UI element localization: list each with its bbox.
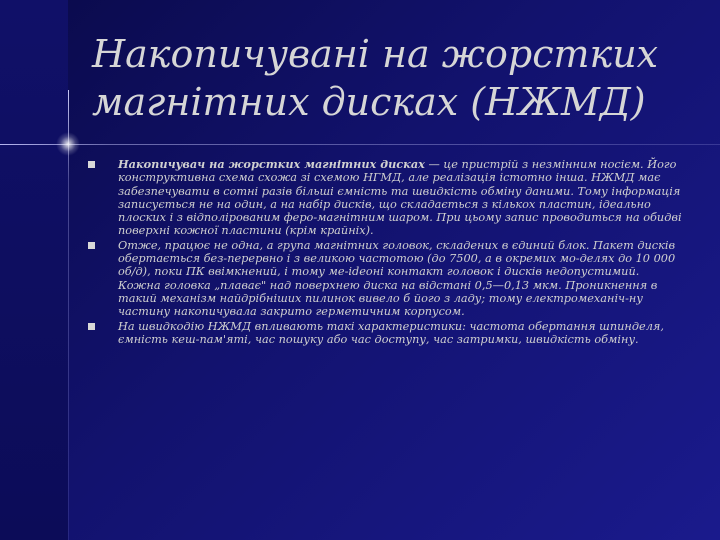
vertical-rule [68, 90, 69, 540]
slide-title: Накопичувані на жорстких магнітних дисках (НЖМД) [92, 32, 659, 124]
bullet-lead: Накопичувач на жорстких магнітних дисках [118, 157, 425, 171]
bullet-text: — це пристрій з незмінним носієм. Його конструктивна схема схожа зі схемою НГМД, але реалізація істотно інша. НЖМД має забезпечувати в сотні разів більші ємність та швидкість обміну даними. Тому інформація записується не на один, а на набір дисків, що складається з кількох пластин, ідеально плоских і з відпoлірованим феро-магнітним шаром. При цьому запис проводиться на обидві поверхні кожної пластини (крім крайніх). [118, 158, 682, 238]
bullet-item [84, 158, 684, 238]
square-bullet-icon [88, 161, 95, 168]
bullet-item [84, 320, 684, 347]
bullet-text: Отже, працює не одна, а група магнітних головок, складених в єдиний блок. Пакет дисків обертається без-перервно і з великою частотою (до 7500, а в окремих мо-делях до 10 000 об/д), поки ПК ввімкнений, і тому ме-іdeоні контакт головок і дисків недопустимий. Кожна головка „плаває" над поверхнею диска на відстані 0,5—0,13 мкм. Проникнення в такий механізм найдрібніших пилинок вивело б його з ладу; тому електромеханіч-ну частину накопичувала закрито герметичним корпусом. [118, 238, 676, 319]
square-bullet-icon [88, 242, 95, 249]
left-decor-band [0, 0, 68, 540]
horizontal-rule [0, 144, 720, 145]
square-bullet-icon [88, 323, 95, 330]
bullet-text: На швидкодію НЖМД впливають такі характеристики: частота обертання шпинделя, ємність кеш-пам'яті, час пошуку або час доступу, час затримки, швидкість обміну. [118, 319, 664, 346]
bullet-item [84, 239, 684, 319]
bullet-list [84, 158, 684, 347]
cross-glow [56, 132, 80, 156]
